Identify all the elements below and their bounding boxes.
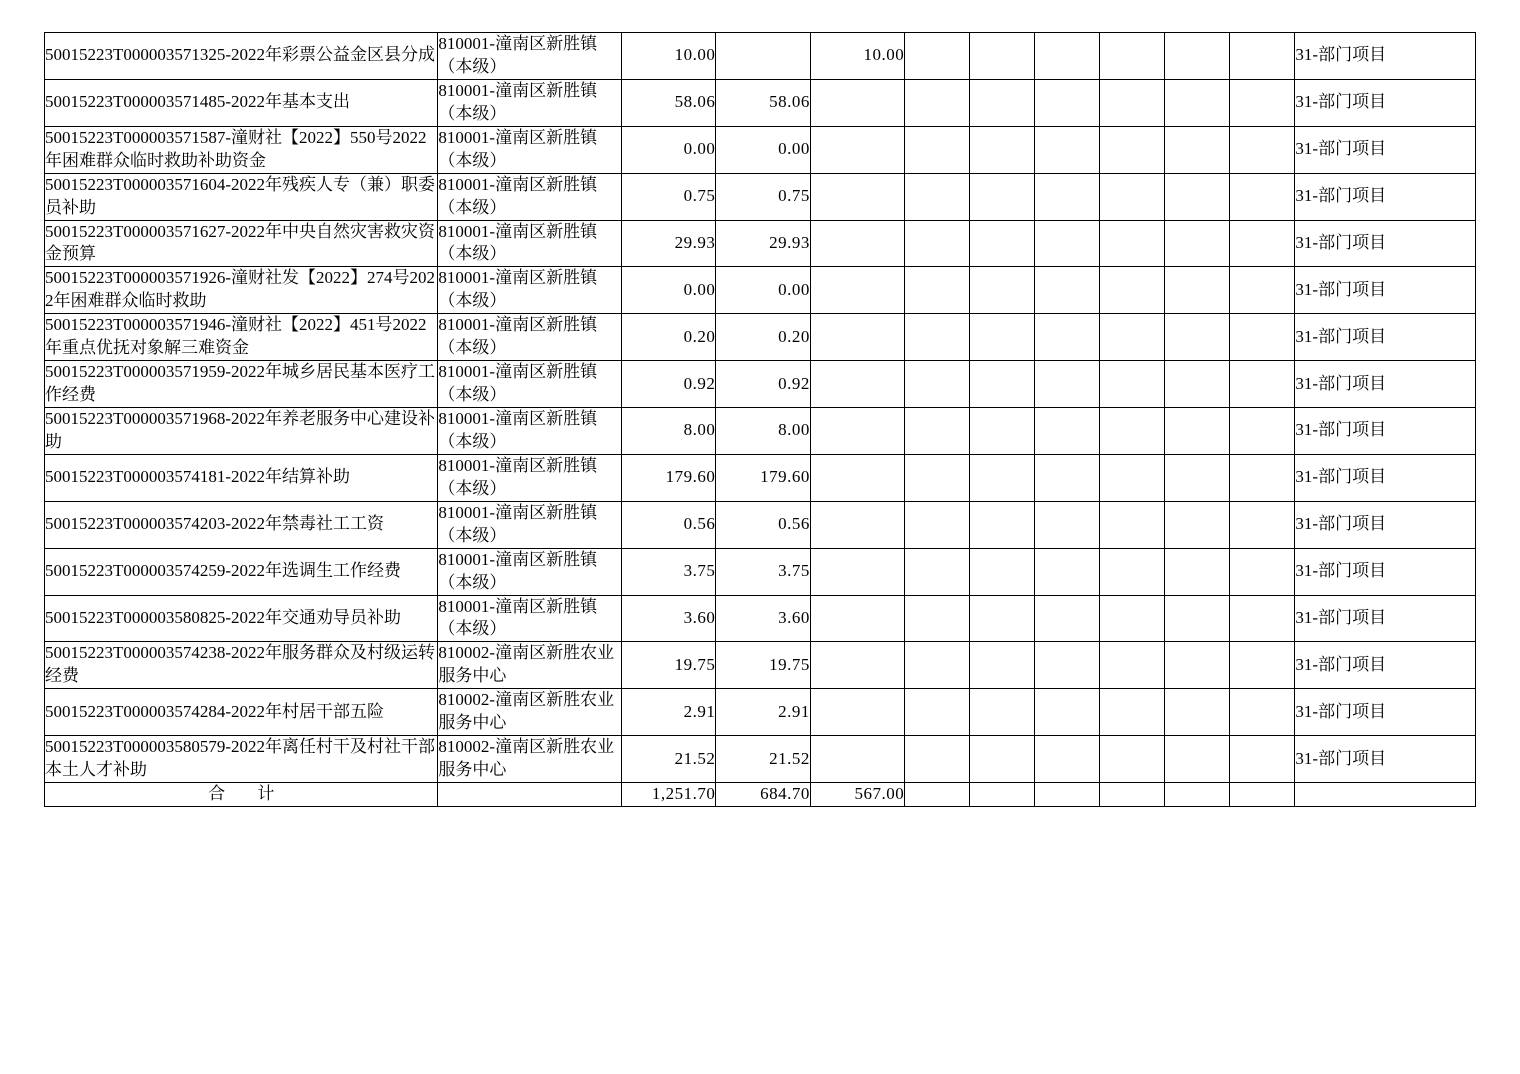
total-type-blank — [1295, 783, 1476, 807]
cell-blank-3 — [1035, 361, 1100, 408]
cell-blank-6 — [1230, 736, 1295, 783]
cell-project: 50015223T000003571485-2022年基本支出 — [45, 79, 438, 126]
table-row — [45, 173, 1476, 220]
cell-blank-6 — [1230, 689, 1295, 736]
cell-unit: 810002-潼南区新胜农业服务中心 — [438, 642, 622, 689]
table-row — [45, 642, 1476, 689]
cell-project: 50015223T000003571627-2022年中央自然灾害救灾资金预算 — [45, 220, 438, 267]
cell-blank-1 — [905, 736, 970, 783]
cell-blank-1 — [905, 126, 970, 173]
cell-blank-4 — [1100, 548, 1165, 595]
cell-expenditure-type: 31-部门项目 — [1295, 33, 1476, 80]
cell-general-budget: 0.00 — [716, 126, 810, 173]
cell-blank-3 — [1035, 454, 1100, 501]
cell-total: 0.56 — [622, 501, 716, 548]
table-row — [45, 314, 1476, 361]
table-row — [45, 408, 1476, 455]
cell-total: 0.00 — [622, 267, 716, 314]
cell-general-budget: 0.75 — [716, 173, 810, 220]
cell-blank-1 — [905, 689, 970, 736]
cell-general-budget — [716, 33, 810, 80]
cell-blank-2 — [970, 173, 1035, 220]
cell-project: 50015223T000003571959-2022年城乡居民基本医疗工作经费 — [45, 361, 438, 408]
cell-blank-5 — [1165, 33, 1230, 80]
cell-fund-budget — [810, 689, 904, 736]
cell-blank-2 — [970, 314, 1035, 361]
cell-blank-5 — [1165, 126, 1230, 173]
cell-blank-5 — [1165, 79, 1230, 126]
cell-expenditure-type: 31-部门项目 — [1295, 454, 1476, 501]
cell-general-budget: 179.60 — [716, 454, 810, 501]
cell-project: 50015223T000003571587-潼财社【2022】550号2022年困难群众临时救助补助资金 — [45, 126, 438, 173]
cell-blank-2 — [970, 408, 1035, 455]
cell-unit: 810001-潼南区新胜镇（本级） — [438, 173, 622, 220]
cell-blank-1 — [905, 548, 970, 595]
cell-unit: 810001-潼南区新胜镇（本级） — [438, 454, 622, 501]
cell-total: 0.75 — [622, 173, 716, 220]
cell-project: 50015223T000003574259-2022年选调生工作经费 — [45, 548, 438, 595]
cell-expenditure-type: 31-部门项目 — [1295, 548, 1476, 595]
cell-total: 0.92 — [622, 361, 716, 408]
cell-project: 50015223T000003571325-2022年彩票公益金区县分成 — [45, 33, 438, 80]
cell-project: 50015223T000003571946-潼财社【2022】451号2022年重点优抚对象解三难资金 — [45, 314, 438, 361]
cell-blank-4 — [1100, 501, 1165, 548]
cell-blank-2 — [970, 595, 1035, 642]
table-row — [45, 126, 1476, 173]
cell-expenditure-type: 31-部门项目 — [1295, 267, 1476, 314]
cell-blank-4 — [1100, 595, 1165, 642]
cell-blank-4 — [1100, 314, 1165, 361]
cell-total: 0.00 — [622, 126, 716, 173]
table-row — [45, 220, 1476, 267]
cell-general-budget: 19.75 — [716, 642, 810, 689]
cell-unit: 810001-潼南区新胜镇（本级） — [438, 595, 622, 642]
cell-blank-1 — [905, 454, 970, 501]
total-blank-5 — [1165, 783, 1230, 807]
cell-blank-2 — [970, 33, 1035, 80]
cell-blank-5 — [1165, 642, 1230, 689]
cell-blank-3 — [1035, 736, 1100, 783]
table-row — [45, 501, 1476, 548]
cell-total: 3.60 — [622, 595, 716, 642]
cell-blank-4 — [1100, 33, 1165, 80]
cell-general-budget: 58.06 — [716, 79, 810, 126]
cell-fund-budget — [810, 454, 904, 501]
cell-blank-3 — [1035, 548, 1100, 595]
cell-blank-5 — [1165, 173, 1230, 220]
table-row — [45, 361, 1476, 408]
cell-unit: 810001-潼南区新胜镇（本级） — [438, 408, 622, 455]
total-amount: 1,251.70 — [622, 783, 716, 807]
cell-unit: 810001-潼南区新胜镇（本级） — [438, 33, 622, 80]
table-row — [45, 689, 1476, 736]
table-row — [45, 267, 1476, 314]
cell-blank-2 — [970, 79, 1035, 126]
cell-expenditure-type: 31-部门项目 — [1295, 79, 1476, 126]
cell-total: 2.91 — [622, 689, 716, 736]
cell-general-budget: 29.93 — [716, 220, 810, 267]
cell-blank-4 — [1100, 173, 1165, 220]
cell-fund-budget — [810, 736, 904, 783]
cell-fund-budget — [810, 501, 904, 548]
cell-total: 29.93 — [622, 220, 716, 267]
cell-blank-1 — [905, 79, 970, 126]
cell-fund-budget — [810, 548, 904, 595]
cell-fund-budget — [810, 642, 904, 689]
cell-blank-3 — [1035, 33, 1100, 80]
cell-blank-6 — [1230, 314, 1295, 361]
cell-general-budget: 8.00 — [716, 408, 810, 455]
cell-blank-3 — [1035, 595, 1100, 642]
cell-blank-6 — [1230, 126, 1295, 173]
cell-project: 50015223T000003574203-2022年禁毒社工工资 — [45, 501, 438, 548]
cell-blank-6 — [1230, 408, 1295, 455]
cell-general-budget: 0.20 — [716, 314, 810, 361]
total-blank-3 — [1035, 783, 1100, 807]
total-general-budget: 684.70 — [716, 783, 810, 807]
cell-fund-budget — [810, 220, 904, 267]
cell-blank-4 — [1100, 454, 1165, 501]
cell-general-budget: 0.92 — [716, 361, 810, 408]
cell-fund-budget — [810, 408, 904, 455]
total-fund-budget: 567.00 — [810, 783, 904, 807]
total-blank-6 — [1230, 783, 1295, 807]
cell-blank-6 — [1230, 595, 1295, 642]
cell-blank-5 — [1165, 361, 1230, 408]
cell-blank-6 — [1230, 501, 1295, 548]
cell-blank-2 — [970, 361, 1035, 408]
total-label: 合 计 — [45, 783, 438, 807]
cell-expenditure-type: 31-部门项目 — [1295, 220, 1476, 267]
cell-fund-budget — [810, 267, 904, 314]
cell-unit: 810002-潼南区新胜农业服务中心 — [438, 736, 622, 783]
table-row — [45, 454, 1476, 501]
cell-general-budget: 21.52 — [716, 736, 810, 783]
cell-expenditure-type: 31-部门项目 — [1295, 501, 1476, 548]
table-total-row — [45, 783, 1476, 807]
cell-unit: 810001-潼南区新胜镇（本级） — [438, 501, 622, 548]
cell-blank-3 — [1035, 642, 1100, 689]
total-unit-blank — [438, 783, 622, 807]
cell-blank-3 — [1035, 408, 1100, 455]
cell-general-budget: 3.60 — [716, 595, 810, 642]
cell-fund-budget: 10.00 — [810, 33, 904, 80]
table-row — [45, 548, 1476, 595]
cell-blank-6 — [1230, 642, 1295, 689]
cell-project: 50015223T000003574284-2022年村居干部五险 — [45, 689, 438, 736]
cell-expenditure-type: 31-部门项目 — [1295, 126, 1476, 173]
cell-project: 50015223T000003571926-潼财社发【2022】274号2022年困难群众临时救助 — [45, 267, 438, 314]
cell-blank-1 — [905, 595, 970, 642]
cell-fund-budget — [810, 361, 904, 408]
cell-blank-4 — [1100, 79, 1165, 126]
table-row — [45, 595, 1476, 642]
cell-blank-4 — [1100, 126, 1165, 173]
cell-total: 10.00 — [622, 33, 716, 80]
cell-blank-6 — [1230, 79, 1295, 126]
cell-fund-budget — [810, 126, 904, 173]
cell-expenditure-type: 31-部门项目 — [1295, 736, 1476, 783]
cell-expenditure-type: 31-部门项目 — [1295, 314, 1476, 361]
cell-unit: 810001-潼南区新胜镇（本级） — [438, 79, 622, 126]
cell-total: 21.52 — [622, 736, 716, 783]
total-blank-4 — [1100, 783, 1165, 807]
cell-blank-5 — [1165, 501, 1230, 548]
cell-total: 3.75 — [622, 548, 716, 595]
cell-blank-6 — [1230, 454, 1295, 501]
cell-blank-1 — [905, 408, 970, 455]
cell-blank-5 — [1165, 548, 1230, 595]
cell-blank-2 — [970, 220, 1035, 267]
cell-project: 50015223T000003571604-2022年残疾人专（兼）职委员补助 — [45, 173, 438, 220]
cell-blank-3 — [1035, 501, 1100, 548]
cell-blank-1 — [905, 173, 970, 220]
cell-unit: 810001-潼南区新胜镇（本级） — [438, 361, 622, 408]
cell-fund-budget — [810, 79, 904, 126]
cell-blank-5 — [1165, 454, 1230, 501]
cell-blank-5 — [1165, 267, 1230, 314]
cell-expenditure-type: 31-部门项目 — [1295, 595, 1476, 642]
cell-blank-4 — [1100, 267, 1165, 314]
cell-blank-4 — [1100, 220, 1165, 267]
table-row — [45, 33, 1476, 80]
cell-total: 0.20 — [622, 314, 716, 361]
cell-blank-5 — [1165, 595, 1230, 642]
cell-blank-5 — [1165, 408, 1230, 455]
cell-unit: 810001-潼南区新胜镇（本级） — [438, 126, 622, 173]
cell-blank-2 — [970, 501, 1035, 548]
cell-unit: 810002-潼南区新胜农业服务中心 — [438, 689, 622, 736]
cell-general-budget: 0.56 — [716, 501, 810, 548]
cell-blank-3 — [1035, 267, 1100, 314]
cell-blank-3 — [1035, 79, 1100, 126]
cell-blank-1 — [905, 501, 970, 548]
cell-expenditure-type: 31-部门项目 — [1295, 361, 1476, 408]
cell-unit: 810001-潼南区新胜镇（本级） — [438, 267, 622, 314]
cell-blank-6 — [1230, 173, 1295, 220]
cell-blank-6 — [1230, 267, 1295, 314]
cell-blank-1 — [905, 220, 970, 267]
cell-blank-2 — [970, 642, 1035, 689]
cell-blank-1 — [905, 642, 970, 689]
cell-fund-budget — [810, 314, 904, 361]
total-blank-1 — [905, 783, 970, 807]
cell-expenditure-type: 31-部门项目 — [1295, 408, 1476, 455]
cell-blank-5 — [1165, 736, 1230, 783]
cell-general-budget: 0.00 — [716, 267, 810, 314]
cell-total: 8.00 — [622, 408, 716, 455]
cell-blank-2 — [970, 689, 1035, 736]
cell-blank-6 — [1230, 361, 1295, 408]
cell-expenditure-type: 31-部门项目 — [1295, 173, 1476, 220]
cell-fund-budget — [810, 595, 904, 642]
cell-blank-6 — [1230, 548, 1295, 595]
cell-fund-budget — [810, 173, 904, 220]
cell-general-budget: 2.91 — [716, 689, 810, 736]
cell-total: 179.60 — [622, 454, 716, 501]
cell-blank-4 — [1100, 361, 1165, 408]
cell-unit: 810001-潼南区新胜镇（本级） — [438, 314, 622, 361]
cell-blank-3 — [1035, 314, 1100, 361]
budget-table-body — [45, 33, 1476, 807]
cell-project: 50015223T000003571968-2022年养老服务中心建设补助 — [45, 408, 438, 455]
cell-project: 50015223T000003580579-2022年离任村干及村社干部本土人才补助 — [45, 736, 438, 783]
cell-blank-4 — [1100, 642, 1165, 689]
budget-table — [44, 32, 1476, 807]
cell-unit: 810001-潼南区新胜镇（本级） — [438, 548, 622, 595]
cell-blank-1 — [905, 267, 970, 314]
cell-blank-6 — [1230, 33, 1295, 80]
table-row — [45, 736, 1476, 783]
cell-blank-3 — [1035, 689, 1100, 736]
total-blank-2 — [970, 783, 1035, 807]
cell-blank-5 — [1165, 689, 1230, 736]
cell-blank-4 — [1100, 408, 1165, 455]
cell-expenditure-type: 31-部门项目 — [1295, 689, 1476, 736]
cell-project: 50015223T000003580825-2022年交通劝导员补助 — [45, 595, 438, 642]
cell-blank-5 — [1165, 220, 1230, 267]
cell-blank-2 — [970, 267, 1035, 314]
cell-general-budget: 3.75 — [716, 548, 810, 595]
cell-unit: 810001-潼南区新胜镇（本级） — [438, 220, 622, 267]
cell-project: 50015223T000003574238-2022年服务群众及村级运转经费 — [45, 642, 438, 689]
cell-blank-3 — [1035, 126, 1100, 173]
cell-blank-1 — [905, 33, 970, 80]
cell-blank-3 — [1035, 220, 1100, 267]
cell-blank-4 — [1100, 736, 1165, 783]
cell-blank-5 — [1165, 314, 1230, 361]
cell-blank-2 — [970, 454, 1035, 501]
cell-total: 58.06 — [622, 79, 716, 126]
cell-blank-6 — [1230, 220, 1295, 267]
cell-blank-1 — [905, 361, 970, 408]
cell-blank-2 — [970, 548, 1035, 595]
table-row — [45, 79, 1476, 126]
cell-expenditure-type: 31-部门项目 — [1295, 642, 1476, 689]
cell-blank-4 — [1100, 689, 1165, 736]
cell-project: 50015223T000003574181-2022年结算补助 — [45, 454, 438, 501]
cell-blank-2 — [970, 736, 1035, 783]
cell-blank-2 — [970, 126, 1035, 173]
cell-blank-3 — [1035, 173, 1100, 220]
cell-total: 19.75 — [622, 642, 716, 689]
cell-blank-1 — [905, 314, 970, 361]
